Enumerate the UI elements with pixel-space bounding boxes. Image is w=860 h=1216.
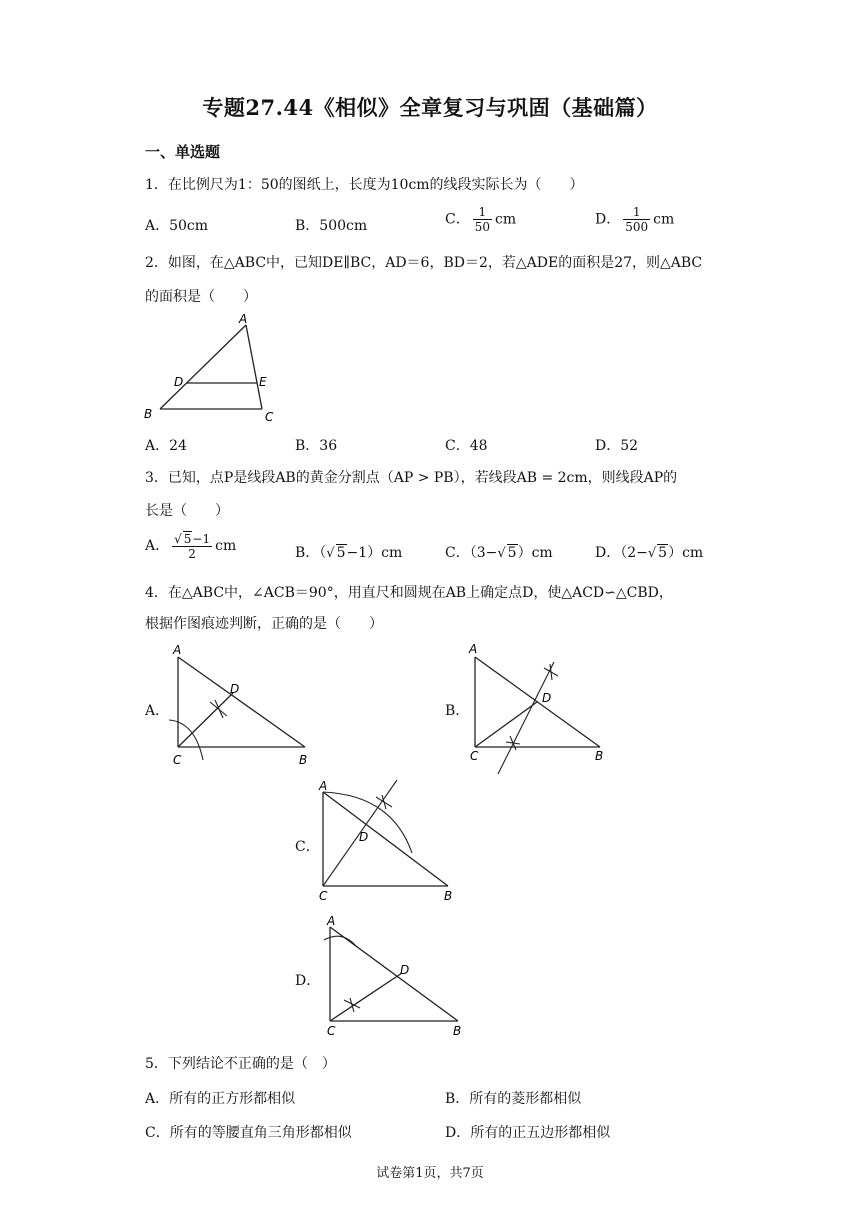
q4-option-d: D．: [295, 973, 321, 989]
q4c-label-d: D: [359, 830, 369, 844]
q3-option-c: C．（3−√ 5）cm: [445, 545, 553, 561]
q4-figure-c: [312, 775, 462, 910]
q2-label-c: C: [265, 410, 274, 424]
q4-figure-d: [318, 910, 468, 1040]
q5-option-a: A．所有的正方形都相似: [145, 1091, 296, 1107]
question-4-line1: 4．在△ABC中，∠ACB＝90°，用直尺和圆规在AB上确定点D，使△ACD∽△CBD，: [145, 585, 673, 601]
q2-option-a: A．24: [145, 438, 187, 454]
q2-figure: [140, 310, 290, 430]
q4-figure-b: [462, 640, 612, 775]
q4b-label-a: A: [469, 642, 478, 656]
page-footer: 试卷第1页，共7页: [376, 1166, 484, 1181]
q1-option-c: C． $\frac{1}{50}$ cm: [445, 205, 517, 234]
q3-option-a: A． $\frac{√ 5-1}{2}$ cm: [145, 532, 237, 561]
q2-label-a: A: [239, 312, 248, 326]
q4c-label-b: B: [444, 889, 453, 903]
q1-option-d: D． $\frac{1}{500}$ cm: [595, 205, 675, 234]
q2-side-ac: [246, 325, 262, 409]
q1-option-a: A．50cm: [145, 218, 209, 234]
q3-option-d: D．（2−√ 5）cm: [595, 545, 704, 561]
q4d-label-a: A: [327, 914, 336, 928]
q2-label-b: B: [144, 407, 153, 421]
q5-option-d: D．所有的正五边形都相似: [445, 1125, 611, 1141]
q4c-label-a: A: [319, 779, 328, 793]
q4c-label-c: C: [319, 889, 328, 903]
q2-side-ab: [160, 325, 246, 409]
q2-option-d: D．52: [595, 438, 639, 454]
question-3-line1: 3．已知，点P是线段AB的黄金分割点（AP > PB），若线段AB = 2cm，则线段AP的: [145, 470, 678, 486]
q4-option-c: C．: [295, 839, 320, 855]
q4a-label-c: C: [173, 753, 182, 767]
q5-option-c: C．所有的等腰直角三角形都相似: [145, 1125, 352, 1141]
question-5-text: 5．下列结论不正确的是（ ）: [145, 1056, 336, 1072]
question-2-line2: 的面积是（ ）: [145, 289, 257, 305]
q4a-label-a: A: [173, 643, 182, 657]
q2-label-e: E: [259, 375, 267, 389]
q2-option-c: C．48: [445, 438, 488, 454]
question-3-line2: 长是（ ）: [145, 503, 229, 519]
q2-label-d: D: [174, 375, 184, 389]
q4b-label-b: B: [595, 749, 604, 763]
q1-option-b: B．500cm: [295, 218, 368, 234]
q4d-label-c: C: [327, 1024, 336, 1038]
q4-option-b: B．: [445, 703, 470, 719]
q4d-label-d: D: [400, 963, 410, 977]
question-1-text: 1．在比例尺为1：50的图纸上，长度为10cm的线段实际长为（ ）: [145, 177, 584, 193]
q5-option-b: B．所有的菱形都相似: [445, 1091, 582, 1107]
page-title: 专题27.44《相似》全章复习与巩固（基础篇）: [202, 95, 658, 120]
q4a-label-b: B: [299, 753, 308, 767]
q4d-label-b: B: [453, 1024, 462, 1038]
section-heading: 一、单选题: [145, 143, 221, 161]
question-4-line2: 根据作图痕迹判断，正确的是（ ）: [145, 616, 383, 632]
q3-option-b: B．（√ 5−1）cm: [295, 545, 403, 561]
q4-figure-a: [165, 640, 315, 770]
q4-option-a: A．: [145, 703, 170, 719]
q2-option-b: B．36: [295, 438, 338, 454]
question-2-line1: 2．如图，在△ABC中，已知DE∥BC，AD＝6，BD＝2，若△ADE的面积是27，则△ABC: [145, 255, 703, 271]
q4b-label-c: C: [470, 749, 479, 763]
q4b-label-d: D: [542, 691, 552, 705]
q4a-label-d: D: [230, 682, 240, 696]
